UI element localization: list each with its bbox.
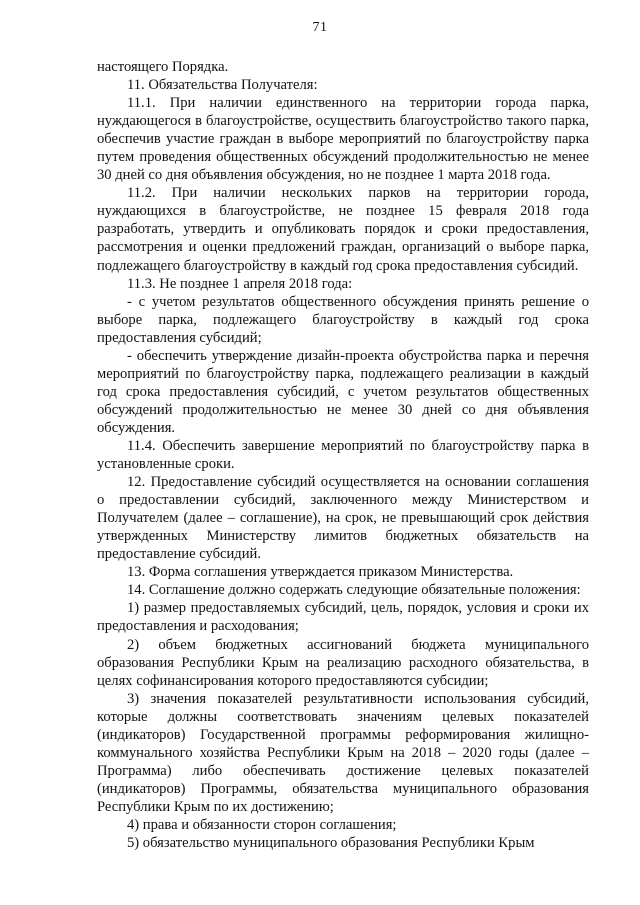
paragraph-11-3-item-1: - с учетом результатов общественного обсуждения принять решение о выборе парка, подлежащего благоустройству в каждый год срока предоставления субсидий; xyxy=(97,293,589,346)
paragraph-11-3-item-2: - обеспечить утверждение дизайн-проекта обустройства парка и перечня мероприятий по благоустройству парка, подлежащего реализации в каждый год срока предоставления субсидий, с учетом результатов общественных обсуждений продолжительностью не менее 30 дней со дня объявления обсуждения. xyxy=(97,347,589,436)
paragraph-11-1: 11.1. При наличии единственного на территории города парка, нуждающегося в благоустройстве, осуществить благоустройство такого парка, обеспечив участие граждан в выборе мероприятий по благоустройству парка путем проведения общественных обсуждений продолжительностью не менее 30 дней со дня объявления обсуждения, но не позднее 1 марта 2018 года. xyxy=(97,95,589,184)
paragraph-continuation: настоящего Порядка. xyxy=(97,59,229,75)
paragraph-section-14: 14. Соглашение должно содержать следующие обязательные положения: xyxy=(127,582,581,599)
paragraph-11-3: 11.3. Не позднее 1 апреля 2018 года: xyxy=(127,275,353,292)
paragraph-14-item-3: 3) значения показателей результативности использования субсидий, которые должны соответствовать значениям целевых показателей (индикаторов) Государственной программы реформирования жилищно-коммунального хозяйства Республики Крым на 2018 – 2020 годы (далее – Программа) либо обеспечивать достижение целевых показателей (индикаторов) Программы, обязательства муниципального образования Республики Крым по их достижению; xyxy=(97,690,589,815)
paragraph-14-item-5: 5) обязательство муниципального образования Республики Крым xyxy=(127,835,535,852)
paragraph-11-4: 11.4. Обеспечить завершение мероприятий по благоустройству парка в установленные сроки. xyxy=(97,437,589,473)
paragraph-section-12: 12. Предоставление субсидий осуществляется на основании соглашения о предоставлении субсидий, заключенного между Министерством и Получателем (далее – соглашение), на срок, не превышающий срок действия утвержденных Министерству лимитов бюджетных обязательств на предоставление субсидий. xyxy=(97,474,589,563)
paragraph-section-11: 11. Обязательства Получателя: xyxy=(127,77,318,94)
paragraph-section-13: 13. Форма соглашения утверждается приказом Министерства. xyxy=(127,564,514,581)
document-body xyxy=(97,58,589,852)
page-number: 71 xyxy=(312,20,328,35)
paragraph-14-item-1: 1) размер предоставляемых субсидий, цель, порядок, условия и сроки их предоставления и расходования; xyxy=(97,600,589,635)
paragraph-11-2: 11.2. При наличии нескольких парков на территории города, нуждающихся в благоустройстве, не позднее 15 февраля 2018 года разработать, утвердить и опубликовать порядок и сроки предоставления, рассмотрения и оценки предложений граждан, организаций о выборе парка, подлежащего благоустройству в каждый год срока предоставления субсидий. xyxy=(97,185,589,274)
paragraph-14-item-2: 2) объем бюджетных ассигнований бюджета муниципального образования Республики Крым на реализацию расходного обязательства, в целях софинансирования которого предоставляются субсидии; xyxy=(97,636,589,689)
paragraph-14-item-4: 4) права и обязанности сторон соглашения; xyxy=(127,816,397,833)
